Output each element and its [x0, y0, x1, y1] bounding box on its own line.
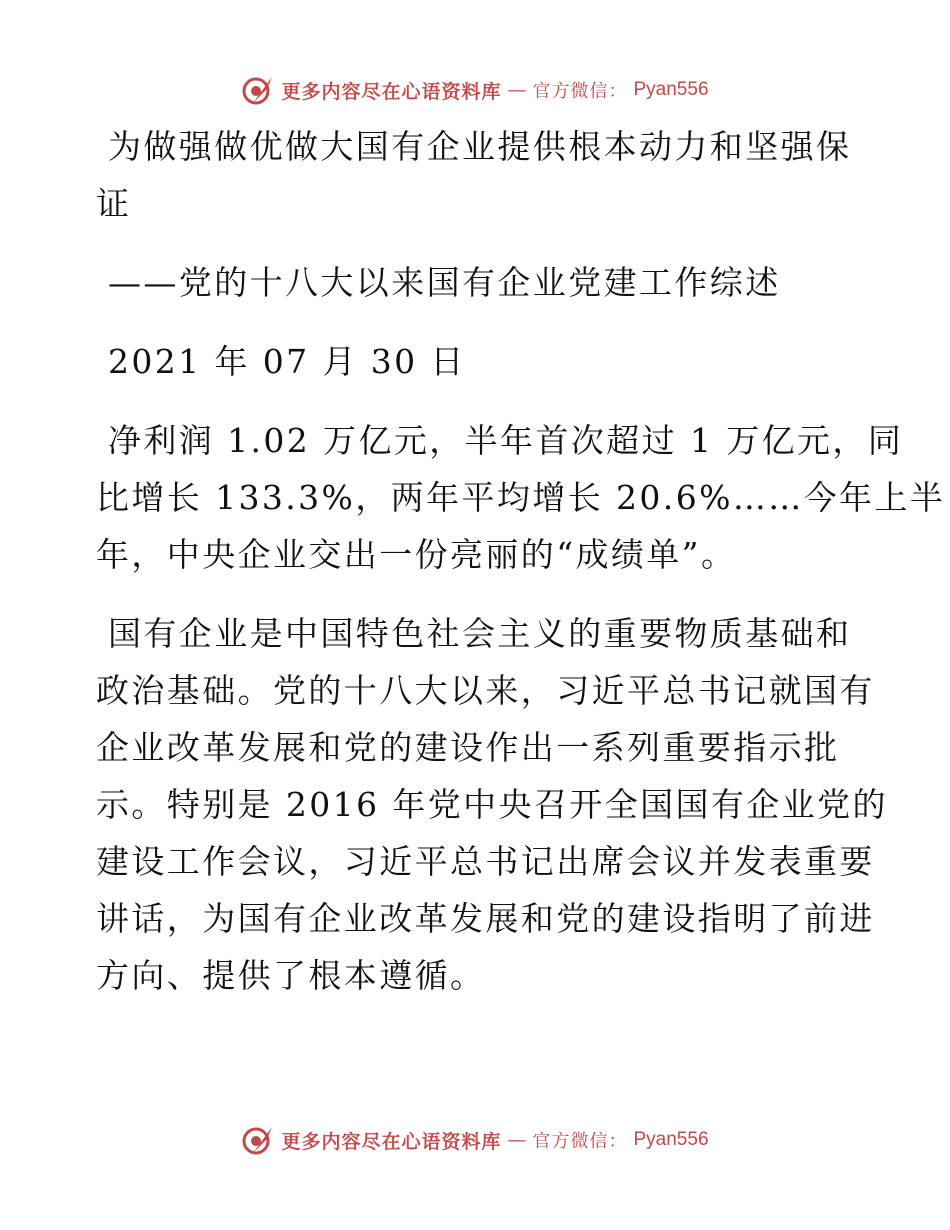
- article-title-line-1: 为做强做优做大国有企业提供根本动力和坚强保: [108, 127, 852, 166]
- article-title-line-2: 证: [96, 184, 132, 223]
- watermark-wechat-id: Pyan556: [633, 79, 709, 100]
- watermark-wechat-id: Pyan556: [633, 1129, 709, 1150]
- quill-logo-icon: [241, 1123, 275, 1157]
- watermark-separator: —: [507, 1129, 527, 1151]
- paragraph-2-line-7: 方向、提供了根本遵循。: [96, 956, 486, 995]
- paragraph-2-line-6: 讲话，为国有企业改革发展和党的建设指明了前进: [96, 899, 875, 938]
- paragraph-1-line-2: 比增长 133.3%，两年平均增长 20.6%……今年上半: [96, 478, 946, 517]
- paragraph-2-line-1: 国有企业是中国特色社会主义的重要物质基础和: [108, 614, 852, 653]
- watermark-brand: 更多内容尽在心语资料库: [281, 1130, 502, 1153]
- paragraph-1-line-3: 年，中央企业交出一份亮丽的“成绩单”。: [96, 535, 737, 574]
- article-date: 2021 年 07 月 30 日: [108, 342, 466, 381]
- article-subtitle: ——党的十八大以来国有企业党建工作综述: [108, 263, 781, 302]
- watermark-wechat-label: 官方微信：: [532, 1131, 628, 1152]
- quill-logo-icon: [241, 73, 275, 107]
- watermark-wechat-label: 官方微信：: [532, 81, 628, 102]
- footer-watermark: [0, 1120, 950, 1160]
- paragraph-1-line-1: 净利润 1.02 万亿元，半年首次超过 1 万亿元，同: [108, 421, 904, 460]
- paragraph-2-line-5: 建设工作会议，习近平总书记出席会议并发表重要: [96, 842, 875, 881]
- paragraph-2-line-4: 示。特别是 2016 年党中央召开全国国有企业党的: [96, 785, 888, 824]
- watermark-brand: 更多内容尽在心语资料库: [281, 80, 502, 103]
- paragraph-2-line-2: 政治基础。党的十八大以来，习近平总书记就国有: [96, 671, 875, 710]
- header-watermark: [0, 70, 950, 110]
- paragraph-2-line-3: 企业改革发展和党的建设作出一系列重要指示批: [96, 728, 840, 767]
- watermark-separator: —: [507, 79, 527, 101]
- article-body: [96, 118, 946, 1004]
